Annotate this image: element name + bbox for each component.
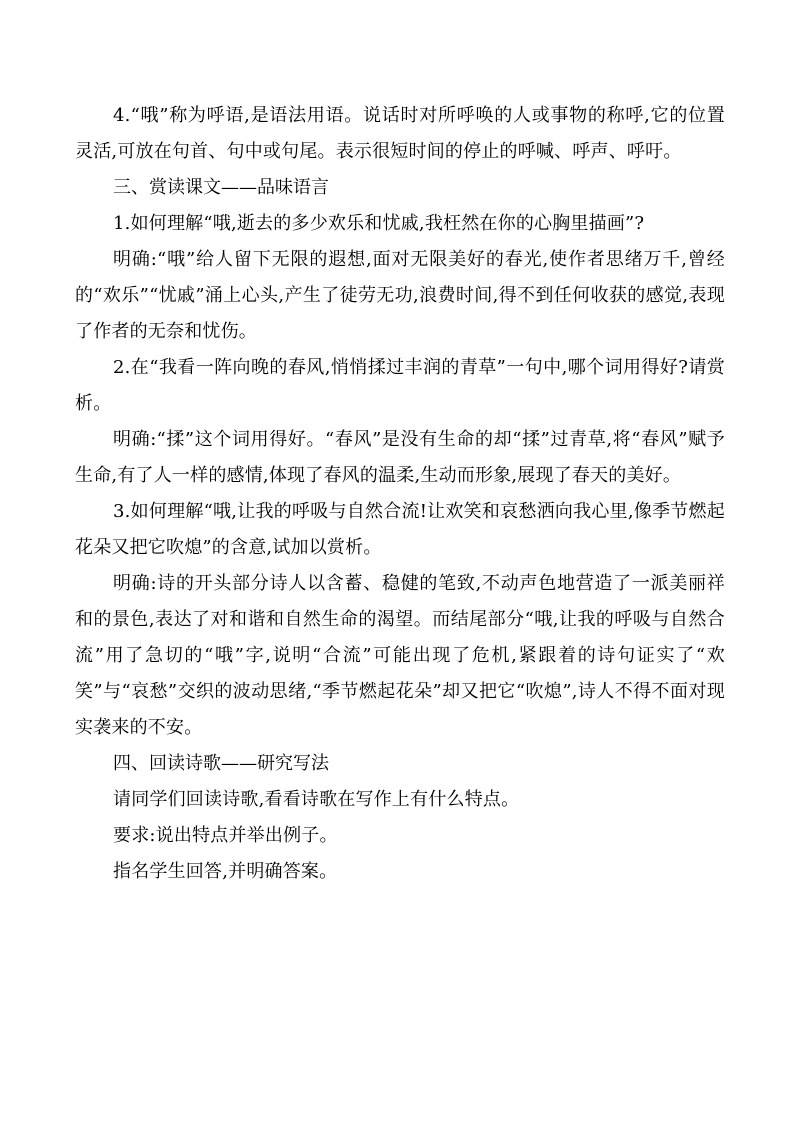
- instruction-1: 请同学们回读诗歌,看看诗歌在写作上有什么特点。: [113, 789, 520, 810]
- question-1: 1.如何理解“哦,逝去的多少欢乐和忧戚,我枉然在你的心胸里描画”?: [113, 213, 645, 234]
- question-3: 3.如何理解“哦,让我的呼吸与自然合流!让欢笑和哀愁洒向我心里,像季节燃起花朵又把它吹熄”的含意,试加以赏析。: [75, 501, 725, 558]
- section-heading-4: 四、回读诗歌——研究写法: [113, 753, 329, 774]
- instruction-2: 要求:说出特点并举出例子。: [113, 825, 338, 846]
- question-2: 2.在“我看一阵向晚的春风,悄悄揉过丰润的青草”一句中,哪个词用得好?请赏析。: [75, 357, 725, 414]
- answer-3: 明确:诗的开头部分诗人以含蓄、稳健的笔致,不动声色地营造了一派美丽祥和的景色,表达了对和谐和自然生命的渴望。而结尾部分“哦,让我的呼吸与自然合流”用了急切的“哦”字,说明“合流”可能出现了危机,紧跟着的诗句证实了“欢笑”与“哀愁”交织的波动思绪,“季节燃起花朵”却又把它“吹熄”,诗人不得不面对现实袭来的不安。: [75, 573, 725, 738]
- answer-1: 明确:“哦”给人留下无限的遐想,面对无限美好的春光,使作者思绪万千,曾经的“欢乐”“忧戚”涌上心头,产生了徒劳无功,浪费时间,得不到任何收获的感觉,表现了作者的无奈和忧伤。: [75, 249, 725, 342]
- answer-2: 明确:“揉”这个词用得好。“春风”是没有生命的却“揉”过青草,将“春风”赋予生命,有了人一样的感情,体现了春风的温柔,生动而形象,展现了春天的美好。: [75, 429, 725, 486]
- instruction-3: 指名学生回答,并明确答案。: [113, 861, 338, 882]
- note-paragraph-4: 4.“哦”称为呼语,是语法用语。说话时对所呼唤的人或事物的称呼,它的位置灵活,可放在句首、句中或句尾。表示很短时间的停止的呼喊、呼声、呼吁。: [75, 105, 725, 162]
- document-body: [75, 98, 725, 890]
- section-heading-3: 三、赏读课文——品味语言: [113, 177, 329, 198]
